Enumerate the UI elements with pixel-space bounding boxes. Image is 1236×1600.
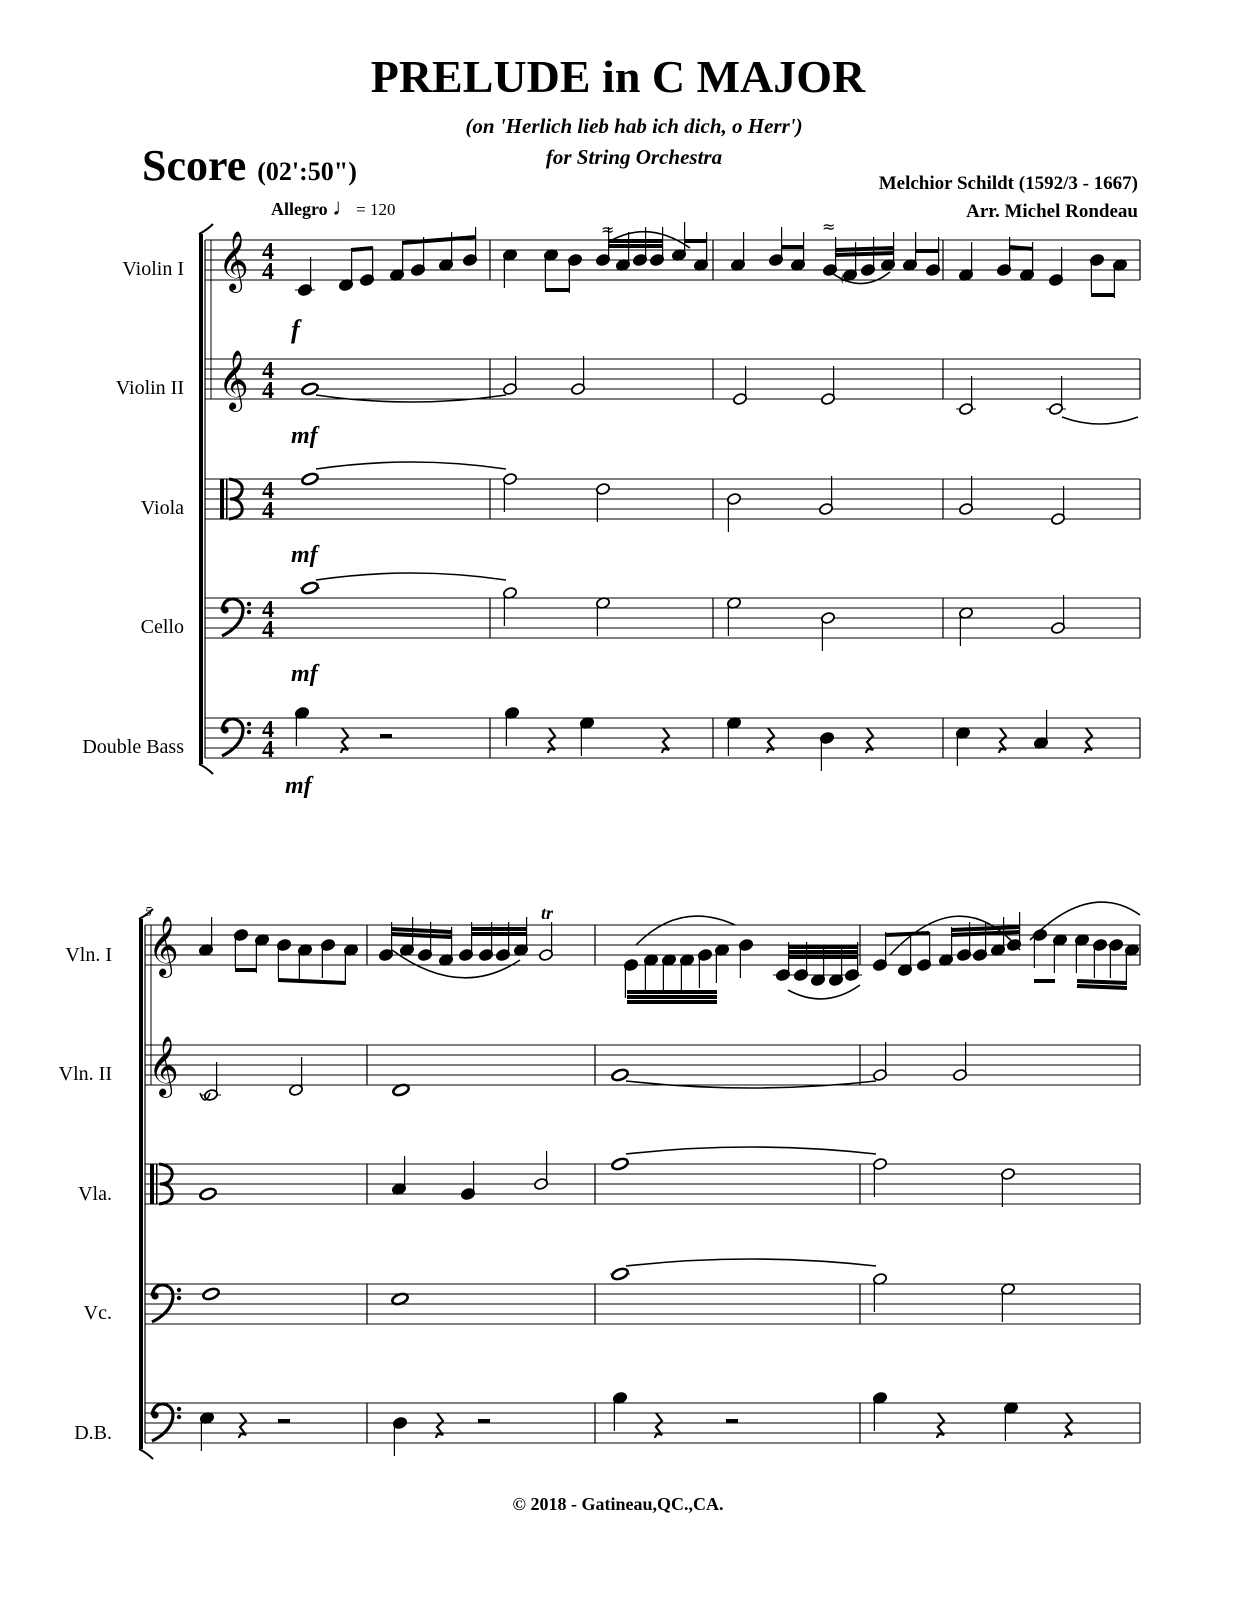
slur bbox=[828, 270, 890, 284]
note bbox=[1051, 595, 1066, 634]
note bbox=[505, 707, 520, 746]
note bbox=[1046, 376, 1066, 415]
note bbox=[461, 1161, 476, 1200]
instrument-label-vln-1: Vln. I bbox=[65, 944, 112, 966]
trill-icon: tr bbox=[541, 903, 554, 923]
treble-clef-icon: 𝄞 bbox=[218, 350, 249, 410]
instrument-label-vc: Vc. bbox=[83, 1302, 112, 1324]
note bbox=[1001, 1283, 1016, 1322]
quarter-rest bbox=[341, 728, 348, 753]
quarter-note-icon: ♩ bbox=[332, 195, 357, 221]
note bbox=[959, 242, 974, 281]
beam bbox=[835, 248, 893, 250]
note bbox=[202, 1287, 220, 1301]
time-signature-numerator: 4 bbox=[262, 358, 274, 384]
bass-clef-icon bbox=[177, 1288, 181, 1292]
half-rest bbox=[380, 734, 392, 739]
note bbox=[873, 1042, 888, 1081]
note bbox=[820, 732, 835, 771]
note bbox=[277, 939, 292, 978]
note bbox=[544, 249, 559, 288]
system-bracket bbox=[139, 1449, 153, 1459]
time-signature-denominator: 4 bbox=[262, 378, 274, 404]
dynamic-marking: mf bbox=[285, 773, 312, 799]
beam bbox=[1009, 247, 1033, 249]
mordent-icon: ≈ bbox=[601, 220, 615, 239]
notehead bbox=[611, 1267, 629, 1281]
staff-lines bbox=[139, 224, 1140, 1459]
note bbox=[1034, 710, 1049, 749]
note bbox=[1090, 254, 1105, 293]
note bbox=[727, 597, 742, 636]
bass-clef-icon bbox=[177, 1415, 181, 1419]
time-signature-numerator: 4 bbox=[262, 717, 274, 743]
note bbox=[644, 954, 659, 993]
note bbox=[344, 944, 359, 983]
treble-clef-icon: 𝄞 bbox=[148, 1036, 179, 1096]
note bbox=[791, 232, 806, 271]
alto-clef-icon bbox=[156, 1164, 158, 1204]
bass-clef-icon bbox=[177, 1407, 181, 1411]
time-signature-denominator: 4 bbox=[262, 617, 274, 643]
note bbox=[611, 1068, 629, 1082]
note bbox=[1075, 934, 1090, 973]
notes bbox=[199, 217, 1140, 1456]
note bbox=[873, 1158, 888, 1197]
score-title: PRELUDE in C MAJOR bbox=[370, 51, 866, 102]
note bbox=[580, 717, 595, 756]
beam bbox=[1077, 986, 1127, 988]
tie bbox=[316, 462, 506, 469]
quarter-rest bbox=[866, 728, 873, 753]
note bbox=[861, 237, 876, 276]
quarter-rest bbox=[937, 1413, 944, 1438]
half-rest bbox=[278, 1419, 290, 1424]
note bbox=[300, 581, 320, 595]
note bbox=[956, 376, 976, 415]
time-signature-denominator: 4 bbox=[262, 259, 274, 285]
dynamic-marking: mf bbox=[291, 661, 318, 687]
dynamic-marking: mf bbox=[291, 423, 318, 449]
note bbox=[953, 1042, 968, 1081]
beam bbox=[885, 933, 929, 935]
quarter-rest bbox=[436, 1413, 443, 1438]
note bbox=[698, 949, 713, 988]
note bbox=[662, 954, 677, 993]
system-bracket bbox=[199, 764, 213, 774]
sharp-icon: ♯ bbox=[840, 269, 848, 288]
time-signature-denominator: 4 bbox=[262, 498, 274, 524]
bass-clef-icon bbox=[247, 610, 251, 614]
copyright-footer: © 2018 - Gatineau,QC.,CA. bbox=[512, 1494, 724, 1514]
note bbox=[503, 249, 518, 288]
beam bbox=[278, 980, 346, 983]
notehead bbox=[611, 1068, 629, 1082]
note bbox=[289, 1057, 304, 1096]
note bbox=[201, 1062, 221, 1101]
bass-clef-icon bbox=[221, 606, 228, 613]
note bbox=[596, 597, 611, 636]
note bbox=[997, 237, 1012, 276]
tie bbox=[626, 1147, 876, 1154]
bass-clef-icon bbox=[222, 599, 243, 636]
bass-clef-icon bbox=[247, 722, 251, 726]
note bbox=[1004, 1402, 1019, 1441]
note bbox=[298, 944, 313, 983]
mordent-icon: ≈ bbox=[822, 217, 836, 236]
note bbox=[514, 917, 529, 956]
note bbox=[873, 1273, 888, 1312]
note bbox=[821, 366, 836, 405]
note bbox=[873, 932, 888, 971]
note bbox=[959, 607, 974, 646]
note bbox=[731, 232, 746, 271]
note bbox=[295, 707, 310, 746]
note bbox=[733, 366, 748, 405]
bass-clef-icon bbox=[247, 730, 251, 734]
notehead bbox=[202, 1287, 220, 1301]
quarter-rest bbox=[239, 1413, 246, 1438]
note bbox=[596, 483, 611, 522]
note bbox=[392, 1156, 407, 1195]
bass-clef-icon bbox=[151, 1292, 158, 1299]
composer-credit: Melchior Schildt (1592/3 - 1667) bbox=[878, 173, 1138, 194]
note bbox=[503, 587, 518, 626]
note bbox=[393, 1417, 408, 1456]
note bbox=[727, 493, 742, 532]
note bbox=[321, 939, 336, 978]
note bbox=[917, 932, 932, 971]
note bbox=[1093, 939, 1108, 978]
time-signature-denominator: 4 bbox=[262, 737, 274, 763]
quarter-rest bbox=[1065, 1413, 1072, 1438]
half-rest bbox=[726, 1419, 738, 1424]
note bbox=[1001, 1168, 1016, 1207]
score-subtitle: (on 'Herlich lieb hab ich dich, o Herr') bbox=[465, 114, 803, 138]
note bbox=[571, 356, 586, 395]
notehead bbox=[301, 382, 319, 396]
beam bbox=[391, 929, 451, 932]
time-signature-numerator: 4 bbox=[262, 597, 274, 623]
note bbox=[539, 922, 554, 961]
note bbox=[234, 929, 249, 968]
note bbox=[739, 939, 754, 978]
beam bbox=[391, 934, 451, 937]
quarter-rest bbox=[548, 728, 555, 753]
quarter-rest bbox=[655, 1413, 662, 1438]
note bbox=[991, 917, 1006, 956]
score-duration: (02':50") bbox=[257, 157, 357, 186]
instrument-label-db: D.B. bbox=[74, 1422, 112, 1444]
slur bbox=[788, 985, 860, 999]
alto-clef-icon bbox=[226, 479, 228, 519]
score-word: Score bbox=[142, 141, 247, 190]
tie bbox=[1062, 417, 1138, 424]
note bbox=[199, 917, 214, 956]
beam bbox=[1077, 981, 1127, 983]
note bbox=[926, 237, 941, 276]
beam bbox=[835, 253, 893, 255]
time-signature-numerator: 4 bbox=[262, 478, 274, 504]
notehead bbox=[301, 581, 319, 595]
instrument-label-viola: Viola bbox=[140, 497, 184, 519]
note bbox=[680, 954, 695, 993]
note bbox=[939, 927, 954, 966]
note bbox=[339, 252, 354, 291]
alto-clef-icon bbox=[220, 479, 224, 519]
notehead bbox=[301, 472, 319, 486]
beam bbox=[351, 248, 373, 250]
note bbox=[1125, 944, 1140, 983]
note bbox=[295, 257, 315, 296]
instrument-label-vla: Vla. bbox=[78, 1183, 112, 1205]
note bbox=[301, 382, 319, 396]
dynamic-marking: mf bbox=[291, 542, 318, 568]
notehead bbox=[611, 1157, 629, 1171]
tempo-text: Allegro bbox=[271, 199, 328, 219]
bass-clef-icon bbox=[152, 1285, 173, 1322]
note bbox=[534, 1151, 549, 1190]
note bbox=[898, 937, 913, 976]
score-instrumentation: for String Orchestra bbox=[545, 145, 723, 169]
note bbox=[503, 356, 518, 395]
system-bracket bbox=[199, 234, 203, 764]
note bbox=[390, 242, 405, 281]
note bbox=[715, 944, 730, 983]
note bbox=[200, 1412, 215, 1451]
note bbox=[959, 476, 974, 515]
note bbox=[611, 1157, 629, 1171]
dynamic-marking: f bbox=[291, 315, 300, 344]
instrument-label-cello: Cello bbox=[140, 616, 184, 638]
arranger-credit: Arr. Michel Rondeau bbox=[966, 201, 1138, 222]
note bbox=[821, 612, 836, 651]
note bbox=[301, 472, 319, 486]
alto-clef-icon bbox=[150, 1164, 154, 1204]
note bbox=[819, 476, 834, 515]
note bbox=[1053, 934, 1068, 973]
bass-clef-icon bbox=[151, 1411, 158, 1418]
bass-clef-icon bbox=[247, 602, 251, 606]
note bbox=[694, 232, 709, 271]
slur bbox=[636, 916, 735, 945]
instrument-label-violin-1: Violin I bbox=[122, 258, 184, 280]
treble-clef-icon: 𝄞 bbox=[148, 916, 179, 976]
note bbox=[199, 1187, 217, 1201]
note bbox=[1109, 939, 1124, 978]
note bbox=[956, 727, 971, 766]
note bbox=[610, 1267, 630, 1281]
beam bbox=[951, 927, 1019, 930]
instrument-label-violin-2: Violin II bbox=[115, 377, 184, 399]
bass-clef-icon bbox=[152, 1404, 173, 1441]
notehead bbox=[199, 1187, 217, 1201]
note bbox=[1113, 259, 1128, 298]
note bbox=[727, 717, 742, 756]
tie bbox=[316, 573, 506, 580]
bass-clef-icon bbox=[177, 1296, 181, 1300]
note bbox=[418, 922, 433, 961]
note bbox=[360, 247, 375, 286]
tempo-value: = 120 bbox=[356, 200, 396, 219]
tie bbox=[626, 1259, 876, 1266]
note bbox=[255, 934, 270, 973]
note bbox=[613, 1392, 628, 1431]
note bbox=[1051, 486, 1066, 525]
quarter-rest bbox=[767, 728, 774, 753]
bass-clef-icon bbox=[221, 726, 228, 733]
note bbox=[568, 254, 583, 293]
quarter-rest bbox=[662, 728, 669, 753]
bass-clef-icon bbox=[222, 719, 243, 756]
note bbox=[503, 473, 518, 512]
system-bracket bbox=[199, 224, 213, 234]
half-rest bbox=[478, 1419, 490, 1424]
note bbox=[463, 227, 478, 266]
time-signature-numerator: 4 bbox=[262, 239, 274, 265]
note bbox=[873, 1392, 888, 1431]
system-bracket bbox=[139, 919, 143, 1449]
measure-number: 5 bbox=[145, 905, 152, 920]
instrument-label-vln-2: Vln. II bbox=[58, 1063, 112, 1085]
note bbox=[1049, 247, 1064, 286]
quarter-rest bbox=[999, 728, 1006, 753]
treble-clef-icon: 𝄞 bbox=[218, 231, 249, 291]
instrument-label-double-bass: Double Bass bbox=[82, 736, 184, 758]
quarter-rest bbox=[1085, 728, 1092, 753]
